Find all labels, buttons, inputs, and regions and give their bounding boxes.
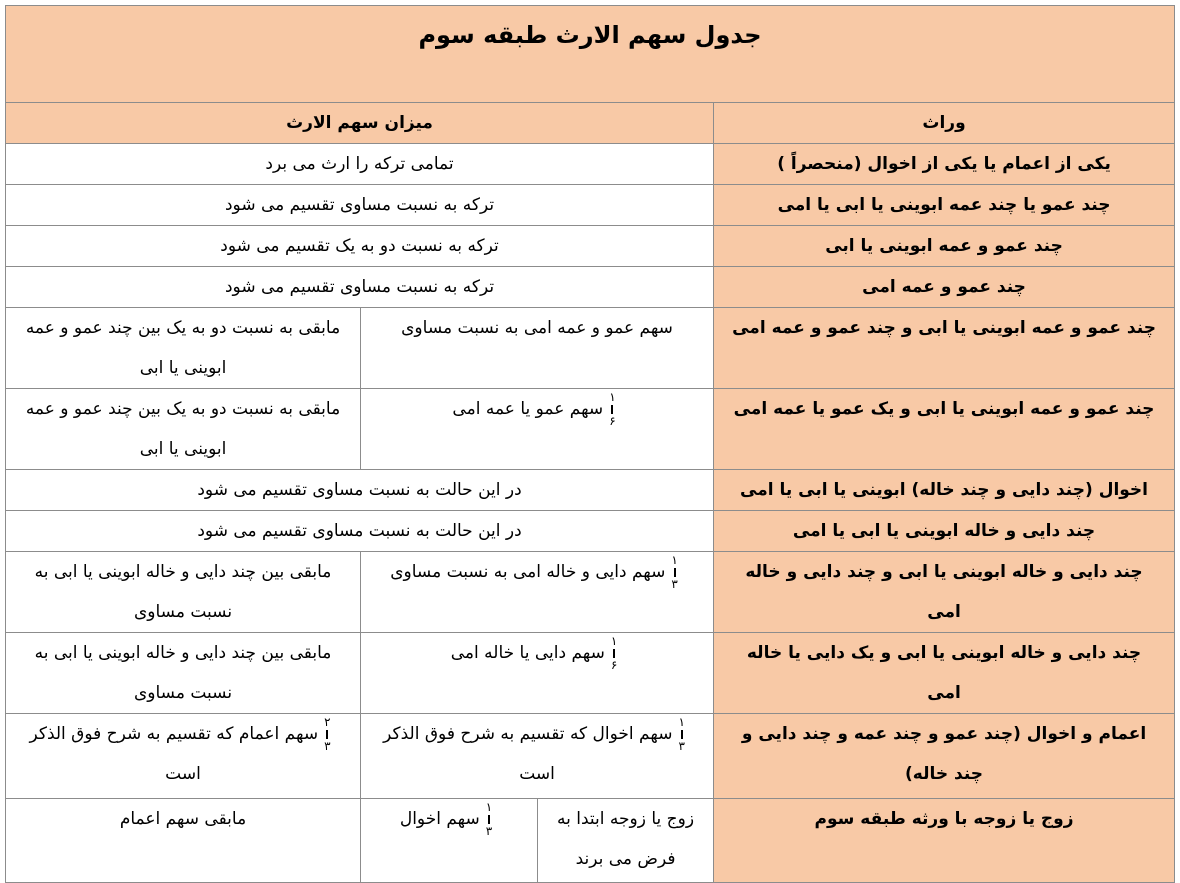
fraction <box>485 799 493 838</box>
fraction-numerator: ۱ <box>610 633 618 648</box>
row-share-part-a <box>361 799 538 883</box>
fraction-denominator: ۶ <box>609 413 616 428</box>
row-heir: چند دایی و خاله ابوینی یا ابی و چند دایی و خاله امی <box>714 552 1175 633</box>
fraction-bar <box>681 730 683 739</box>
fraction-bar <box>611 405 613 414</box>
fraction-bar <box>674 568 676 577</box>
row-share-part-b <box>6 799 361 883</box>
inheritance-table <box>5 5 1175 883</box>
row-share: تمامی ترکه را ارث می برد <box>6 144 714 185</box>
row-share: ترکه به نسبت مساوی تقسیم می شود <box>6 185 714 226</box>
share-text: مابقی بین چند دایی و خاله ابوینی یا ابی به نسبت مساوی <box>34 643 332 703</box>
row-share-part-a <box>361 308 714 389</box>
fraction <box>678 714 685 753</box>
header-heirs: وراث <box>714 103 1175 144</box>
fraction-bar <box>488 815 490 824</box>
row-heir: چند عمو یا چند عمه ابوینی یا ابی یا امی <box>714 185 1175 226</box>
fraction-numerator: ۱ <box>671 552 678 567</box>
row-share-part-b <box>6 552 361 633</box>
fraction-denominator: ۳ <box>678 738 685 753</box>
page <box>5 5 1175 883</box>
row-heir: چند دایی و خاله ابوینی یا ابی یا امی <box>714 511 1175 552</box>
share-text: سهم دایی و خاله امی به نسبت مساوی <box>390 562 666 582</box>
fraction-numerator: ۲ <box>324 714 331 729</box>
fraction-denominator: ۳ <box>671 576 678 591</box>
share-text: سهم اعمام که تقسیم به شرح فوق الذکر است <box>29 724 319 784</box>
share-text: مابقی به نسبت دو به یک بین چند عمو و عمه ابوینی یا ابی <box>25 399 341 459</box>
row-share-part-a <box>361 552 714 633</box>
fraction <box>671 552 678 591</box>
share-text: مابقی به نسبت دو به یک بین چند عمو و عمه ابوینی یا ابی <box>25 318 341 378</box>
row-heir: چند عمو و عمه ابوینی یا ابی و چند عمو و عمه امی <box>714 308 1175 389</box>
row-share-part-a <box>361 714 714 799</box>
share-text: مابقی بین چند دایی و خاله ابوینی یا ابی به نسبت مساوی <box>34 562 332 622</box>
row-heir: چند عمو و عمه ابوینی یا ابی <box>714 226 1175 267</box>
fraction <box>609 389 616 428</box>
share-text: سهم اخوال <box>399 809 480 829</box>
fraction-denominator: ۶ <box>610 657 618 672</box>
row-heir: یکی از اعمام یا یکی از اخوال (منحصراً ) <box>714 144 1175 185</box>
fraction-bar <box>326 730 328 739</box>
row-share-part-b <box>6 308 361 389</box>
fraction-numerator: ۱ <box>678 714 685 729</box>
fraction <box>324 714 331 753</box>
row-heir: چند عمو و عمه امی <box>714 267 1175 308</box>
row-heir: اعمام و اخوال (چند عمو و چند عمه و چند دایی و چند خاله) <box>714 714 1175 799</box>
fraction-numerator: ۱ <box>609 389 616 404</box>
share-text: سهم اخوال که تقسیم به شرح فوق الذکر است <box>383 724 673 784</box>
row-heir: چند عمو و عمه ابوینی یا ابی و یک عمو یا عمه امی <box>714 389 1175 470</box>
table-title: جدول سهم الارث طبقه سوم <box>6 6 1175 103</box>
row-heir: چند دایی و خاله ابوینی یا ابی و یک دایی یا خاله امی <box>714 633 1175 714</box>
fraction-bar <box>613 649 615 658</box>
share-text: مابقی سهم اعمام <box>119 809 247 829</box>
fraction-denominator: ۳ <box>324 738 331 753</box>
header-share: میزان سهم الارث <box>6 103 714 144</box>
row-share: ترکه به نسبت دو به یک تقسیم می شود <box>6 226 714 267</box>
row-share-spouse <box>538 799 714 883</box>
share-text: سهم عمو یا عمه امی <box>452 399 604 419</box>
row-share-part-b <box>6 633 361 714</box>
share-text: سهم دایی یا خاله امی <box>450 643 605 663</box>
share-text: زوج یا زوجه ابتدا به فرض می برند <box>557 809 695 869</box>
row-heir: اخوال (چند دایی و چند خاله) ابوینی یا ابی یا امی <box>714 470 1175 511</box>
row-share-part-b <box>6 389 361 470</box>
row-share-part-a <box>361 389 714 470</box>
fraction-denominator: ۳ <box>485 823 493 838</box>
row-share: ترکه به نسبت مساوی تقسیم می شود <box>6 267 714 308</box>
row-share-part-a <box>361 633 714 714</box>
share-text: سهم عمو و عمه امی به نسبت مساوی <box>401 318 673 338</box>
row-share: در این حالت به نسبت مساوی تقسیم می شود <box>6 470 714 511</box>
row-share-part-b <box>6 714 361 799</box>
fraction-numerator: ۱ <box>485 799 493 814</box>
row-heir: زوج یا زوجه با ورثه طبقه سوم <box>714 799 1175 883</box>
fraction <box>610 633 618 672</box>
row-share: در این حالت به نسبت مساوی تقسیم می شود <box>6 511 714 552</box>
